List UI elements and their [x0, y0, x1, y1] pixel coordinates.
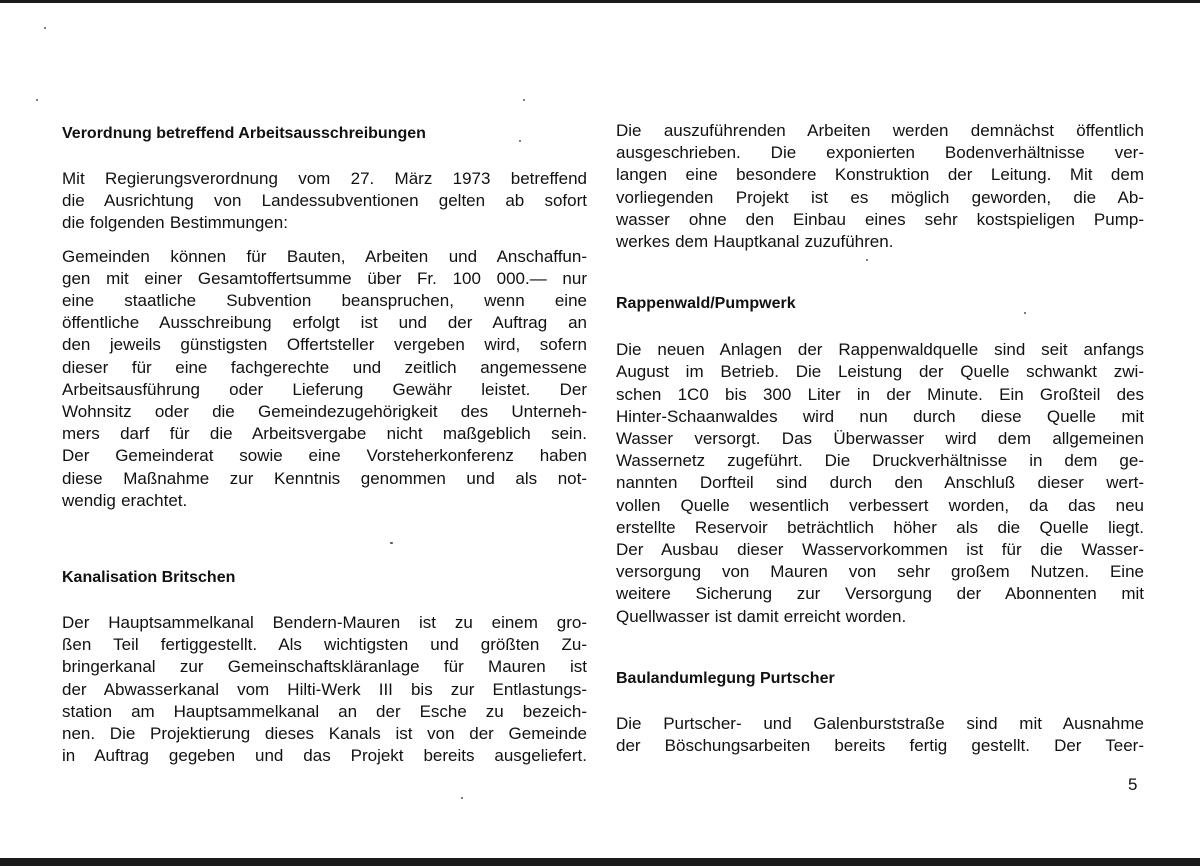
- text-line: nen. Die Projektierung dieses Kanals ist von der Gemeinde: [62, 724, 587, 744]
- text-line: Der Gemeinderat sowie eine Vorsteherkonferenz haben: [62, 446, 587, 466]
- paragraph: [616, 120, 1144, 253]
- text-line: schen 1C0 bis 300 Liter in der Minute. Ein Großteil des: [616, 384, 1144, 404]
- text-line: erstellte Reservoir beträchtlich höher als die Quelle liegt.: [616, 517, 1144, 537]
- text-line: wasser ohne den Einbau eines sehr kostspieligen Pump-: [616, 209, 1144, 229]
- text-line: Wohnsitz oder die Gemeindezugehörigkeit des Unterneh-: [62, 402, 587, 422]
- scan-speck: [461, 797, 463, 799]
- text-line: Hinter-Schaanwaldes wird nun durch diese Quelle mit: [616, 406, 1144, 426]
- text-line: weitere Sicherung zur Versorgung der Abonnenten mit: [616, 584, 1144, 604]
- text-line: ßen Teil fertiggestellt. Als wichtigsten und größten Zu-: [62, 635, 587, 655]
- text-line: der Abwasserkanal vom Hilti-Werk III bis zur Entlastungs-: [62, 679, 587, 699]
- section-heading-rappenwald-pumpwerk: Rappenwald/Pumpwerk: [616, 295, 796, 313]
- text-line: Mit Regierungsverordnung vom 27. März 1973 betreffend: [62, 169, 587, 188]
- bottom-border-line: [0, 858, 1200, 866]
- section-heading-baulandumlegung-purtscher: Baulandumlegung Purtscher: [616, 669, 835, 687]
- text-line: Die neuen Anlagen der Rappenwaldquelle sind seit anfangs: [616, 340, 1144, 360]
- paragraph: [62, 612, 587, 767]
- text-line: mers darf für die Arbeitsvergabe nicht maßgeblich sein.: [62, 424, 587, 444]
- text-line: diese Maßnahme zur Kenntnis genommen und als not-: [62, 468, 587, 488]
- text-line: öffentliche Ausschreibung erfolgt ist und der Auftrag an: [62, 313, 587, 333]
- text-line: eine staatliche Subvention beanspruchen, wenn eine: [62, 291, 587, 311]
- text-line: Wassernetz zugeführt. Die Druckverhältnisse in dem ge-: [616, 451, 1144, 471]
- text-line: ausgeschrieben. Die exponierten Bodenverhältnisse ver-: [616, 143, 1144, 163]
- page-number: 5: [1128, 775, 1138, 794]
- right-column: [616, 120, 1144, 757]
- scan-speck: [44, 27, 46, 29]
- text-line: versorgung von Mauren von sehr großem Nutzen. Eine: [616, 562, 1144, 582]
- text-line: in Auftrag gegeben und das Projekt bereits ausgeliefert.: [62, 746, 587, 766]
- text-line: Wasser versorgt. Das Überwasser wird dem allgemeinen: [616, 429, 1144, 449]
- text-line: der Böschungsarbeiten bereits fertig gestellt. Der Teer-: [616, 736, 1144, 756]
- text-line: August im Betrieb. Die Leistung der Quelle schwankt zwi-: [616, 362, 1144, 382]
- scan-speck: [523, 99, 525, 101]
- text-line: nannten Dorfteil sind durch den Anschluß dieser wert-: [616, 473, 1144, 493]
- text-line: gen mit einer Gesamtoffertsumme über Fr. 100 000.— nur: [62, 268, 587, 288]
- top-border-line: [0, 0, 1200, 3]
- text-line: Arbeitsausführung oder Lieferung Gewähr leistet. Der: [62, 379, 587, 399]
- text-line: dieser für eine fachgerechte und zeitlich angemessene: [62, 357, 587, 377]
- text-line: den jeweils günstigsten Offertsteller vergeben wird, sofern: [62, 335, 587, 355]
- text-line: werkes dem Hauptkanal zuzuführen.: [616, 232, 894, 252]
- paragraph: [62, 168, 587, 235]
- text-line: station am Hauptsammelkanal an der Esche zu bezeich-: [62, 701, 587, 721]
- paragraph: [62, 246, 587, 512]
- text-line: Quellwasser ist damit erreicht worden.: [616, 606, 907, 626]
- text-line: langen eine besondere Konstruktion der Leitung. Mit dem: [616, 165, 1144, 185]
- section-heading-kanalisation-britschen: Kanalisation Britschen: [62, 569, 236, 587]
- text-line: die Ausrichtung von Landessubventionen gelten ab sofort: [62, 191, 587, 211]
- text-line: Die auszuführenden Arbeiten werden demnächst öffentlich: [616, 121, 1144, 140]
- text-line: Der Hauptsammelkanal Bendern-Mauren ist zu einem gro-: [62, 613, 587, 633]
- text-line: Gemeinden können für Bauten, Arbeiten und Anschaffun-: [62, 246, 587, 266]
- paragraph: [616, 713, 1144, 757]
- section-heading-arbeitsausschreibungen: Verordnung betreffend Arbeitsausschreibungen: [62, 125, 426, 142]
- text-line: vollen Quelle wesentlich verbessert worden, da das neu: [616, 495, 1144, 515]
- text-line: wendig erachtet.: [62, 490, 188, 510]
- text-line: die folgenden Bestimmungen:: [62, 213, 288, 233]
- text-line: Die Purtscher- und Galenburststraße sind mit Ausnahme: [616, 713, 1144, 733]
- text-line: bringerkanal zur Gemeinschaftskläranlage für Mauren ist: [62, 657, 587, 677]
- scan-speck: [36, 99, 38, 101]
- text-line: Der Ausbau dieser Wasservorkommen ist für die Wasser-: [616, 540, 1144, 560]
- paragraph: [616, 339, 1144, 628]
- text-line: vorliegenden Projekt ist es möglich geworden, die Ab-: [616, 187, 1144, 207]
- left-column: [62, 120, 587, 767]
